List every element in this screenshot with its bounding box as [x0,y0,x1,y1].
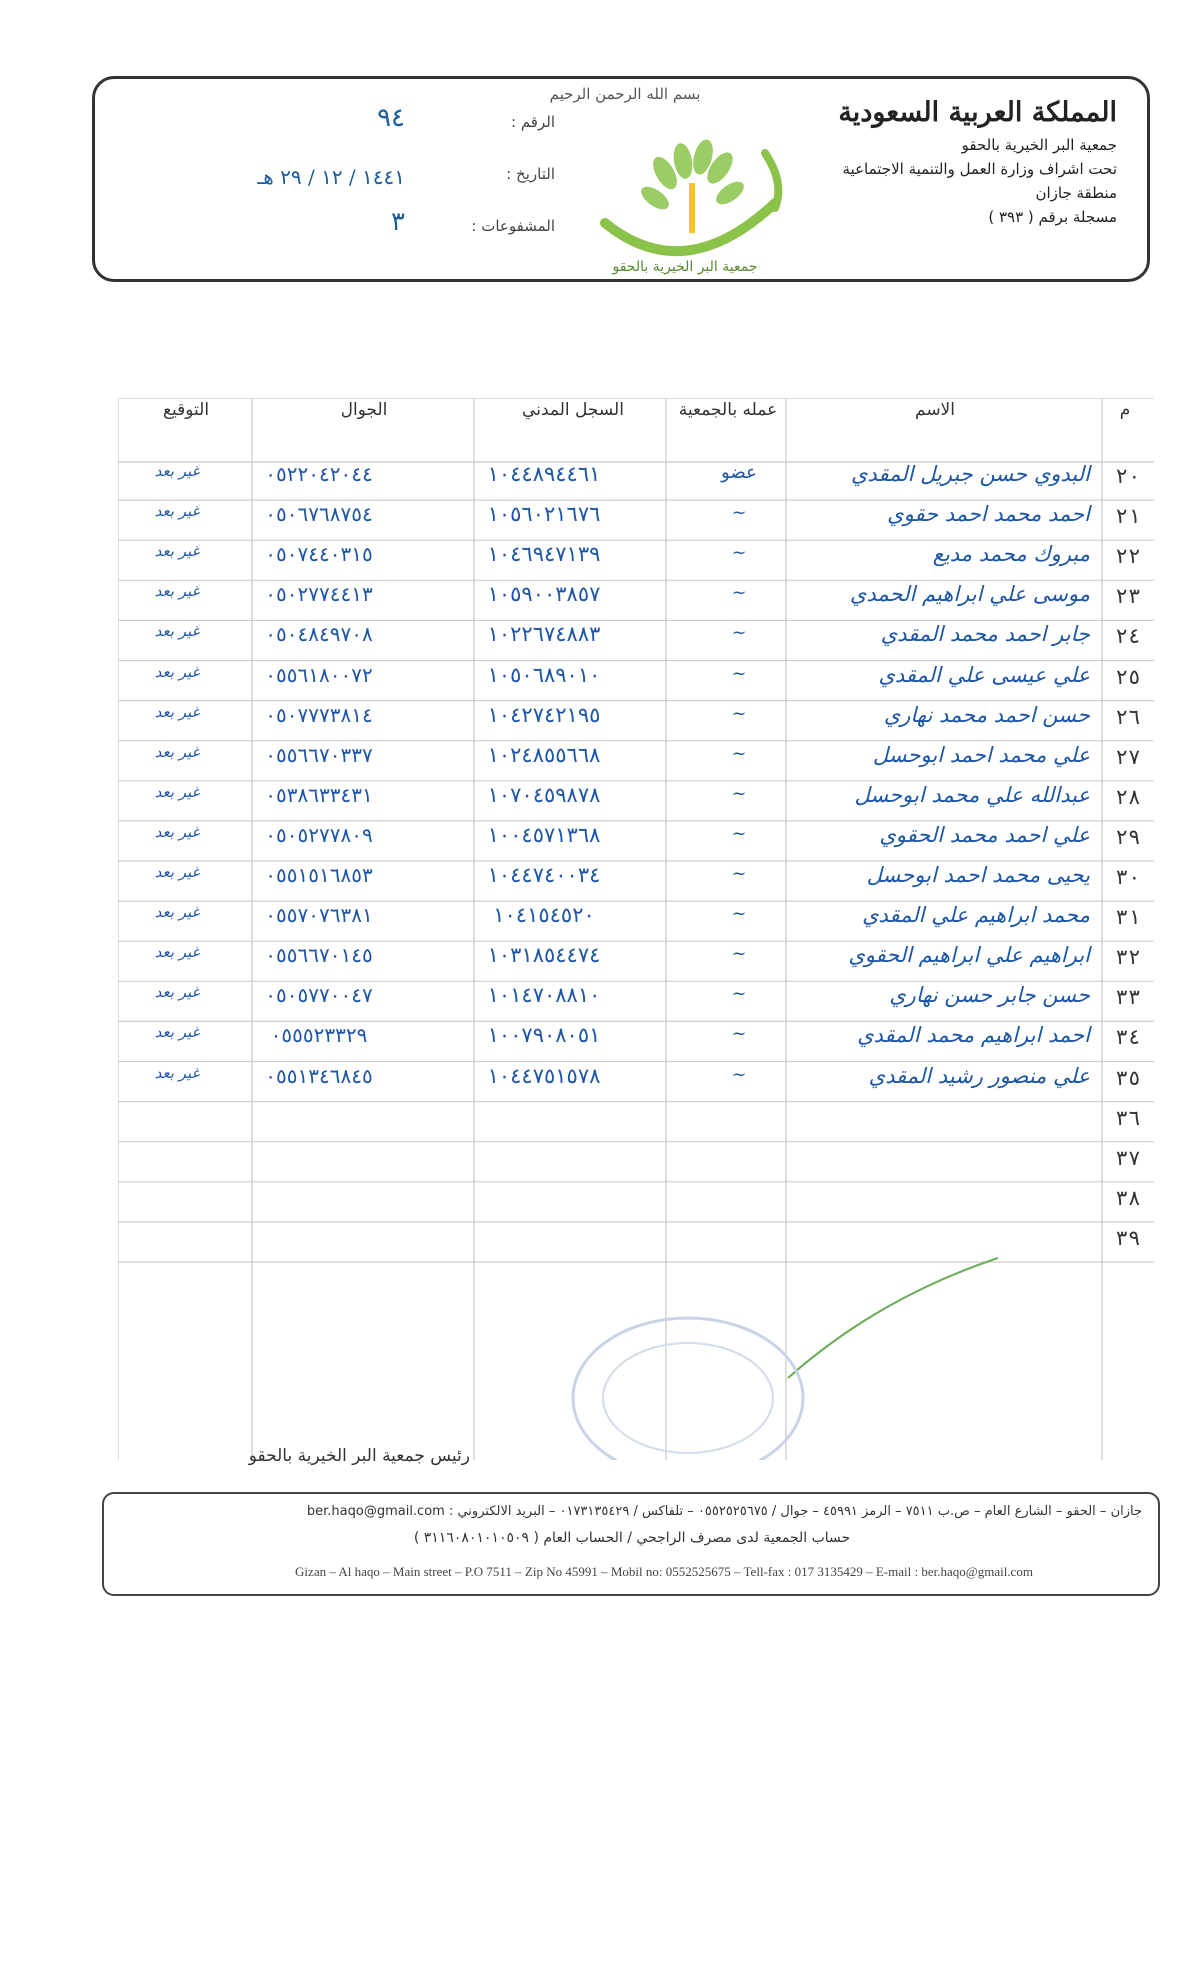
table-row [118,703,1154,740]
table-row [118,622,1154,659]
header-name: الاسم [915,400,955,420]
civil-id: ١٠٠٤٥٧١٣٦٨ [487,822,601,847]
mobile-number: ٠٥٥٦٦٧٠١٤٥ [265,943,373,968]
mobile-number: ٠٥٠٧٧٧٣٨١٤ [265,702,373,727]
member-signature: غير بعد [154,542,200,561]
member-signature: غير بعد [154,863,200,881]
mobile-number: ٠٥٥٦١٨٠٠٧٢ [265,662,373,687]
member-name: موسى علي ابراهيم الحمدي [849,582,1090,607]
member-signature: غير بعد [154,822,200,841]
member-signature: غير بعد [154,1063,200,1082]
member-role: ~ [731,1023,747,1045]
table-row [118,1144,1154,1181]
member-role: ~ [731,502,747,524]
member-name: حسن جابر حسن نهاري [889,983,1090,1008]
number-value: ٩٤ [377,103,405,133]
member-name: البدوي حسن جبريل المقدي [850,462,1090,486]
member-name: عبدالله علي محمد ابوحسل [854,782,1090,807]
civil-id: ١٠٤٤٧٥١٥٧٨ [487,1063,601,1088]
civil-id: ١٠٢٢٦٧٤٨٨٣ [487,622,601,647]
row-number: ٢٩ [1115,824,1141,849]
row-number: ٢٦ [1115,704,1141,729]
member-name: علي محمد احمد ابوحسل [872,742,1090,767]
society-name: جمعية البر الخيرية بالحقو [961,136,1117,154]
table-row [118,783,1154,820]
row-number: ٣١ [1115,905,1141,930]
member-role: ~ [731,863,747,884]
table-row [118,582,1154,619]
civil-id: ١٠٥٦٠٢١٦٧٦ [487,502,601,527]
member-signature: غير بعد [154,983,200,1002]
table-row [118,863,1154,900]
row-number: ٣٩ [1115,1225,1141,1250]
member-name: حسن احمد محمد نهاري [883,702,1090,727]
row-number: ٣٢ [1115,945,1141,970]
row-number: ٢٤ [1115,624,1141,649]
row-number: ٣٣ [1115,985,1141,1010]
attachments-value: ٣ [391,207,405,237]
row-number: ٢٢ [1115,544,1141,569]
number-label: الرقم : [511,113,555,131]
mobile-number: ٠٥٠٤٨٤٩٧٠٨ [265,622,373,647]
mobile-number: ٠٥٠٥٢٧٧٨٠٩ [265,822,373,847]
president-signature-label: رئيس جمعية البر الخيرية بالحقو [248,1446,470,1466]
logo-caption: جمعية البر الخيرية بالحقو [612,259,758,275]
member-signature: غير بعد [154,702,200,721]
table-row [118,542,1154,579]
footer-address-box [102,1492,1160,1596]
member-role: ~ [731,822,747,844]
civil-id: ١٠٤٤٨٩٤٤٦١ [487,462,601,486]
date-value: ١٤٤١ / ١٢ / ٢٩ هـ [257,165,405,189]
member-signature: غير بعد [154,1023,200,1042]
civil-id: ١٠٠٧٩٠٨٠٥١ [487,1023,601,1048]
mobile-number: ٠٥٥٥٢٣٣٢٩ [270,1023,368,1048]
civil-id: ١٠٤٦٩٤٧١٣٩ [487,542,601,567]
table-row [118,462,1154,499]
member-signature: غير بعد [154,662,200,681]
member-role: ~ [731,1063,747,1085]
member-name: احمد ابراهيم محمد المقدي [857,1023,1090,1048]
member-signature: غير بعد [154,622,200,641]
wheat-icon [637,137,747,233]
member-signature: غير بعد [154,742,200,761]
row-number: ٣٤ [1115,1025,1141,1050]
member-signature: غير بعد [154,462,200,480]
table-row [118,502,1154,539]
region-line: منطقة جازان [1035,184,1117,202]
mobile-number: ٠٥٥١٣٤٦٨٤٥ [265,1063,373,1088]
row-number: ٣٧ [1115,1145,1141,1170]
mobile-number: ٠٥٠٥٧٧٠٠٤٧ [265,983,373,1008]
table-row [118,1104,1154,1141]
mobile-number: ٠٥٠٧٤٤٠٣١٥ [265,542,373,567]
civil-id: ١٠١٤٧٠٨٨١٠ [487,983,601,1008]
header-mobile: الجوال [340,400,388,420]
society-stamp-inner [603,1343,773,1453]
table-row [118,823,1154,860]
table-row [118,1184,1154,1221]
member-name: محمد ابراهيم علي المقدي [862,903,1090,928]
kingdom-title: المملكة العربية السعودية [838,97,1117,128]
civil-id: ١٠٧٠٤٥٩٨٧٨ [487,782,601,807]
row-number: ٢٧ [1115,744,1141,769]
mobile-number: ٠٥٣٨٦٣٣٤٣١ [265,782,373,807]
civil-id: ١٠٤١٥٤٥٢٠ [493,903,595,928]
civil-id: ١٠٤٢٧٤٢١٩٥ [487,702,601,727]
reference-block [225,101,555,257]
member-name: ابراهيم علي ابراهيم الحقوي [848,943,1090,968]
member-name: مبروك محمد مديع [932,542,1090,567]
attachments-label: المشفوعات : [471,217,555,235]
table-row [118,1224,1154,1261]
member-role: ~ [731,662,747,684]
member-signature: غير بعد [154,903,200,922]
member-role: ~ [731,582,747,604]
member-role: ~ [731,782,747,804]
member-name: يحيى محمد احمد ابوحسل [866,863,1090,887]
letterhead-org-block [757,93,1117,229]
member-name: علي احمد محمد الحقوي [879,822,1090,847]
member-role: ~ [731,983,747,1005]
member-role: ~ [731,542,747,564]
table-row [118,943,1154,980]
mobile-number: ٠٥٢٢٠٤٢٠٤٤ [265,462,373,486]
member-signature: غير بعد [154,782,200,801]
member-name: علي عيسى علي المقدي [878,662,1090,687]
mobile-number: ٠٥٥١٥١٦٨٥٣ [265,863,373,887]
header-num: م [1119,400,1131,420]
row-number: ٣٥ [1115,1065,1141,1090]
row-number: ٢٠ [1115,464,1141,488]
row-number: ٢١ [1115,504,1141,529]
header-signature: التوقيع [162,400,210,420]
row-number: ٢٨ [1115,784,1141,809]
row-number: ٢٥ [1115,664,1141,689]
table-row [118,663,1154,700]
table-row [118,903,1154,940]
member-role: عضو [721,462,757,483]
member-role: ~ [731,903,747,925]
mobile-number: ٠٥٥٧٠٧٦٣٨١ [265,903,373,928]
mobile-number: ٠٥٠٦٧٦٨٧٥٤ [265,502,373,527]
civil-id: ١٠٢٤٨٥٥٦٦٨ [487,742,601,767]
member-signature: غير بعد [154,943,200,962]
registration-line: مسجلة برقم ( ٣٩٣ ) [988,208,1117,226]
member-role: ~ [731,943,747,965]
row-number: ٢٣ [1115,584,1141,609]
society-stamp [573,1318,803,1460]
basmala: بسم الله الرحمن الرحيم [549,85,701,103]
civil-id: ١٠٤٤٧٤٠٠٣٤ [487,863,601,887]
member-name: احمد محمد احمد حقوي [887,502,1090,527]
member-signature: غير بعد [154,582,200,601]
civil-id: ١٠٣١٨٥٤٤٧٤ [487,943,601,968]
supervision-line: تحت اشراف وزارة العمل والتنمية الاجتماعية [842,160,1117,178]
mobile-number: ٠٥٠٢٧٧٤٤١٣ [265,582,373,607]
table-row [118,983,1154,1020]
member-role: ~ [731,742,747,764]
stroke-mark [788,1258,998,1378]
date-label: التاريخ : [506,165,555,183]
member-name: جابر احمد محمد المقدي [880,622,1090,647]
footer-address-line: جازان – الحقو – الشارع العام – ص.ب ٧٥١١ – الرمز ٤٥٩٩١ – جوال / ٠٥٥٢٥٢٥٦٧٥ – تلفاكس / ٠١٧٣١٣٥٤٢٩ – البريد الالكتروني : ber.haqo@gmail.com [306,1504,1142,1519]
table-row [118,1023,1154,1060]
table-row [118,743,1154,780]
row-number: ٣٦ [1115,1105,1141,1130]
member-role: ~ [731,622,747,644]
table-row [118,1064,1154,1101]
member-name: علي منصور رشيد المقدي [868,1063,1090,1088]
civil-id: ١٠٥٩٠٠٣٨٥٧ [487,582,601,607]
row-number: ٣٨ [1115,1185,1141,1210]
header-work: عمله بالجمعية [678,400,778,420]
row-number: ٣٠ [1115,865,1141,889]
mobile-number: ٠٥٥٦٦٧٠٣٣٧ [265,742,373,767]
letterhead [92,76,1150,282]
civil-id: ١٠٥٠٦٨٩٠١٠ [487,662,601,687]
footer-bank-line: حساب الجمعية لدى مصرف الراجحي / الحساب العام ( ٣١١٦٠٨٠١٠١٠٥٠٩ ) [413,1530,851,1546]
member-signature: غير بعد [154,502,200,521]
header-civil: السجل المدني [522,400,624,420]
footer-english-line: Gizan – Al haqo – Main street – P.O 7511 – Zip No 45991 – Mobil no: 0552525675 – Tell-fax : 017 3135429 – E-mail : ber.haqo@gmail.com [295,1564,1033,1579]
member-role: ~ [731,702,747,724]
society-logo [565,113,805,283]
